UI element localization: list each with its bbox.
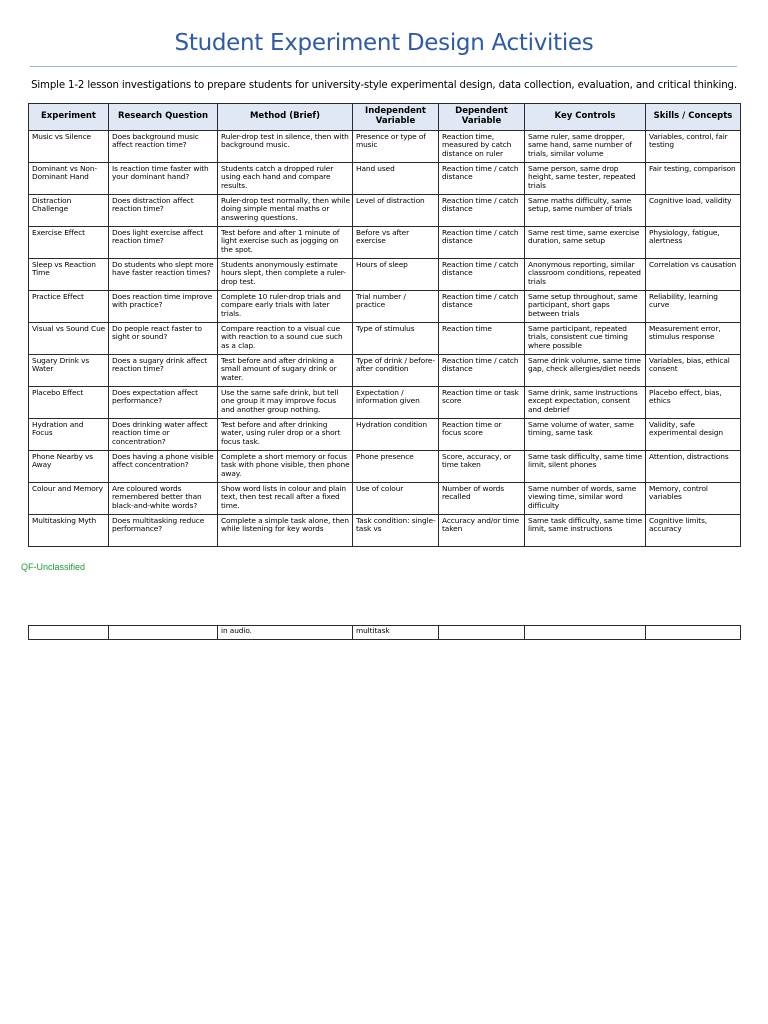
cell-experiment: Sleep vs Reaction Time xyxy=(29,259,109,291)
table-row xyxy=(29,163,741,195)
cell-method: Ruler-drop test normally, then while doing simple mental maths or answering questions. xyxy=(218,195,353,227)
cell-skills-concepts: Memory, control variables xyxy=(646,483,741,515)
column-header-research-question: Research Question xyxy=(109,104,218,131)
table-row xyxy=(29,419,741,451)
cell-method: in audio. xyxy=(218,626,353,640)
cell-dependent-variable: Score, accuracy, or time taken xyxy=(439,451,525,483)
cell-independent-variable: Task condition: single-task vs xyxy=(353,515,439,547)
experiments-table xyxy=(28,103,741,547)
cell-dependent-variable: Reaction time / catch distance xyxy=(439,195,525,227)
cell-method: Complete a short memory or focus task with phone visible, then phone away. xyxy=(218,451,353,483)
cell-research-question: Does having a phone visible affect concentration? xyxy=(109,451,218,483)
cell-dependent-variable: Reaction time / catch distance xyxy=(439,355,525,387)
title-underline xyxy=(30,66,737,67)
cell-independent-variable: Expectation / information given xyxy=(353,387,439,419)
cell-experiment: Practice Effect xyxy=(29,291,109,323)
cell-key-controls: Same maths difficulty, same setup, same number of trials xyxy=(525,195,646,227)
cell-skills-concepts: Physiology, fatigue, alertness xyxy=(646,227,741,259)
cell-independent-variable: Type of drink / before-after condition xyxy=(353,355,439,387)
table-row xyxy=(29,259,741,291)
cell-key-controls: Same drink volume, same time gap, check allergies/diet needs xyxy=(525,355,646,387)
cell-skills-concepts: Variables, control, fair testing xyxy=(646,131,741,163)
cell-key-controls: Same participant, repeated trials, consistent cue timing where possible xyxy=(525,323,646,355)
cell-dependent-variable: Reaction time / catch distance xyxy=(439,259,525,291)
cell-method: Ruler-drop test in silence, then with background music. xyxy=(218,131,353,163)
cell-skills-concepts: Cognitive load, validity xyxy=(646,195,741,227)
table-row xyxy=(29,291,741,323)
cell-experiment: Multitasking Myth xyxy=(29,515,109,547)
cell-dependent-variable: Reaction time or focus score xyxy=(439,419,525,451)
document-title: Student Experiment Design Activities xyxy=(174,30,594,56)
cell-independent-variable: Hours of sleep xyxy=(353,259,439,291)
cell-dependent-variable xyxy=(439,626,525,640)
cell-independent-variable: Use of colour xyxy=(353,483,439,515)
cell-research-question: Does multitasking reduce performance? xyxy=(109,515,218,547)
cell-independent-variable: multitask xyxy=(353,626,439,640)
cell-dependent-variable: Reaction time / catch distance xyxy=(439,291,525,323)
cell-independent-variable: Level of distraction xyxy=(353,195,439,227)
cell-research-question: Does a sugary drink affect reaction time? xyxy=(109,355,218,387)
cell-skills-concepts: Fair testing, comparison xyxy=(646,163,741,195)
cell-skills-concepts: Measurement error, stimulus response xyxy=(646,323,741,355)
cell-dependent-variable: Reaction time / catch distance xyxy=(439,227,525,259)
cell-skills-concepts: Correlation vs causation xyxy=(646,259,741,291)
cell-dependent-variable: Reaction time xyxy=(439,323,525,355)
cell-experiment: Placebo Effect xyxy=(29,387,109,419)
cell-skills-concepts: Reliability, learning curve xyxy=(646,291,741,323)
cell-experiment: Exercise Effect xyxy=(29,227,109,259)
cell-method: Compare reaction to a visual cue with reaction to a sound cue such as a clap. xyxy=(218,323,353,355)
table-row xyxy=(29,387,741,419)
cell-skills-concepts: Validity, safe experimental design xyxy=(646,419,741,451)
cell-experiment: Colour and Memory xyxy=(29,483,109,515)
cell-key-controls xyxy=(525,626,646,640)
cell-independent-variable: Hand used xyxy=(353,163,439,195)
table-row xyxy=(29,227,741,259)
cell-key-controls: Same ruler, same dropper, same hand, same number of trials, similar volume xyxy=(525,131,646,163)
table-row xyxy=(29,483,741,515)
table-row xyxy=(29,131,741,163)
cell-research-question: Is reaction time faster with your dominant hand? xyxy=(109,163,218,195)
cell-independent-variable: Hydration condition xyxy=(353,419,439,451)
cell-research-question: Does drinking water affect reaction time or concentration? xyxy=(109,419,218,451)
cell-skills-concepts: Placebo effect, bias, ethics xyxy=(646,387,741,419)
table-row xyxy=(29,515,741,547)
cell-key-controls: Same drink, same instructions except expectation, consent and debrief xyxy=(525,387,646,419)
cell-key-controls: Same task difficulty, same time limit, silent phones xyxy=(525,451,646,483)
cell-method: Students anonymously estimate hours slept, then complete a ruler-drop test. xyxy=(218,259,353,291)
cell-skills-concepts: Attention, distractions xyxy=(646,451,741,483)
cell-research-question: Does reaction time improve with practice? xyxy=(109,291,218,323)
continuation-table xyxy=(28,625,741,640)
table-row xyxy=(29,355,741,387)
table-row xyxy=(29,451,741,483)
cell-method: Students catch a dropped ruler using each hand and compare results. xyxy=(218,163,353,195)
table-row xyxy=(29,195,741,227)
cell-experiment: Hydration and Focus xyxy=(29,419,109,451)
classification-label: QF-Unclassified xyxy=(21,562,86,572)
cell-method: Complete a simple task alone, then while listening for key words xyxy=(218,515,353,547)
cell-research-question: Does light exercise affect reaction time? xyxy=(109,227,218,259)
cell-independent-variable: Type of stimulus xyxy=(353,323,439,355)
cell-research-question: Are coloured words remembered better than black-and-white words? xyxy=(109,483,218,515)
cell-method: Complete 10 ruler-drop trials and compare early trials with later trials. xyxy=(218,291,353,323)
cell-research-question: Does background music affect reaction time? xyxy=(109,131,218,163)
cell-key-controls: Same person, same drop height, same tester, repeated trials xyxy=(525,163,646,195)
cell-skills-concepts: Cognitive limits, accuracy xyxy=(646,515,741,547)
column-header-key-controls: Key Controls xyxy=(525,104,646,131)
cell-research-question: Does distraction affect reaction time? xyxy=(109,195,218,227)
cell-dependent-variable: Reaction time or task score xyxy=(439,387,525,419)
table-row-continuation xyxy=(29,626,741,640)
table-row xyxy=(29,323,741,355)
cell-research-question: Do people react faster to sight or sound? xyxy=(109,323,218,355)
column-header-skills-concepts: Skills / Concepts xyxy=(646,104,741,131)
cell-key-controls: Same setup throughout, same participant, short gaps between trials xyxy=(525,291,646,323)
cell-key-controls: Same task difficulty, same time limit, same instructions xyxy=(525,515,646,547)
cell-method: Use the same safe drink, but tell one group it may improve focus and another group nothing. xyxy=(218,387,353,419)
cell-method: Test before and after drinking a small amount of sugary drink or water. xyxy=(218,355,353,387)
cell-experiment: Distraction Challenge xyxy=(29,195,109,227)
cell-experiment: Visual vs Sound Cue xyxy=(29,323,109,355)
cell-experiment: Phone Nearby vs Away xyxy=(29,451,109,483)
cell-experiment: Dominant vs Non-Dominant Hand xyxy=(29,163,109,195)
cell-key-controls: Same volume of water, same timing, same task xyxy=(525,419,646,451)
cell-experiment: Sugary Drink vs Water xyxy=(29,355,109,387)
cell-method: Test before and after drinking water, using ruler drop or a short focus task. xyxy=(218,419,353,451)
cell-experiment: Music vs Silence xyxy=(29,131,109,163)
cell-key-controls: Same rest time, same exercise duration, same setup xyxy=(525,227,646,259)
cell-method: Show word lists in colour and plain text, then test recall after a fixed time. xyxy=(218,483,353,515)
column-header-experiment: Experiment xyxy=(29,104,109,131)
cell-dependent-variable: Reaction time, measured by catch distance on ruler xyxy=(439,131,525,163)
cell-independent-variable: Phone presence xyxy=(353,451,439,483)
column-header-method: Method (Brief) xyxy=(218,104,353,131)
cell-dependent-variable: Accuracy and/or time taken xyxy=(439,515,525,547)
cell-independent-variable: Before vs after exercise xyxy=(353,227,439,259)
cell-dependent-variable: Reaction time / catch distance xyxy=(439,163,525,195)
cell-method: Test before and after 1 minute of light exercise such as jogging on the spot. xyxy=(218,227,353,259)
cell-skills-concepts xyxy=(646,626,741,640)
cell-research-question: Do students who slept more have faster reaction times? xyxy=(109,259,218,291)
document-subtitle: Simple 1-2 lesson investigations to prepare students for university-style experimental design, data collection, evaluation, and critical thinking. xyxy=(31,80,737,91)
cell-skills-concepts: Variables, bias, ethical consent xyxy=(646,355,741,387)
cell-research-question: Does expectation affect performance? xyxy=(109,387,218,419)
cell-key-controls: Same number of words, same viewing time, similar word difficulty xyxy=(525,483,646,515)
cell-dependent-variable: Number of words recalled xyxy=(439,483,525,515)
table-header-row xyxy=(29,104,741,131)
column-header-dependent-variable: Dependent Variable xyxy=(439,104,525,131)
column-header-independent-variable: Independent Variable xyxy=(353,104,439,131)
cell-experiment xyxy=(29,626,109,640)
cell-independent-variable: Presence or type of music xyxy=(353,131,439,163)
cell-independent-variable: Trial number / practice xyxy=(353,291,439,323)
cell-key-controls: Anonymous reporting, similar classroom conditions, repeated trials xyxy=(525,259,646,291)
cell-research-question xyxy=(109,626,218,640)
